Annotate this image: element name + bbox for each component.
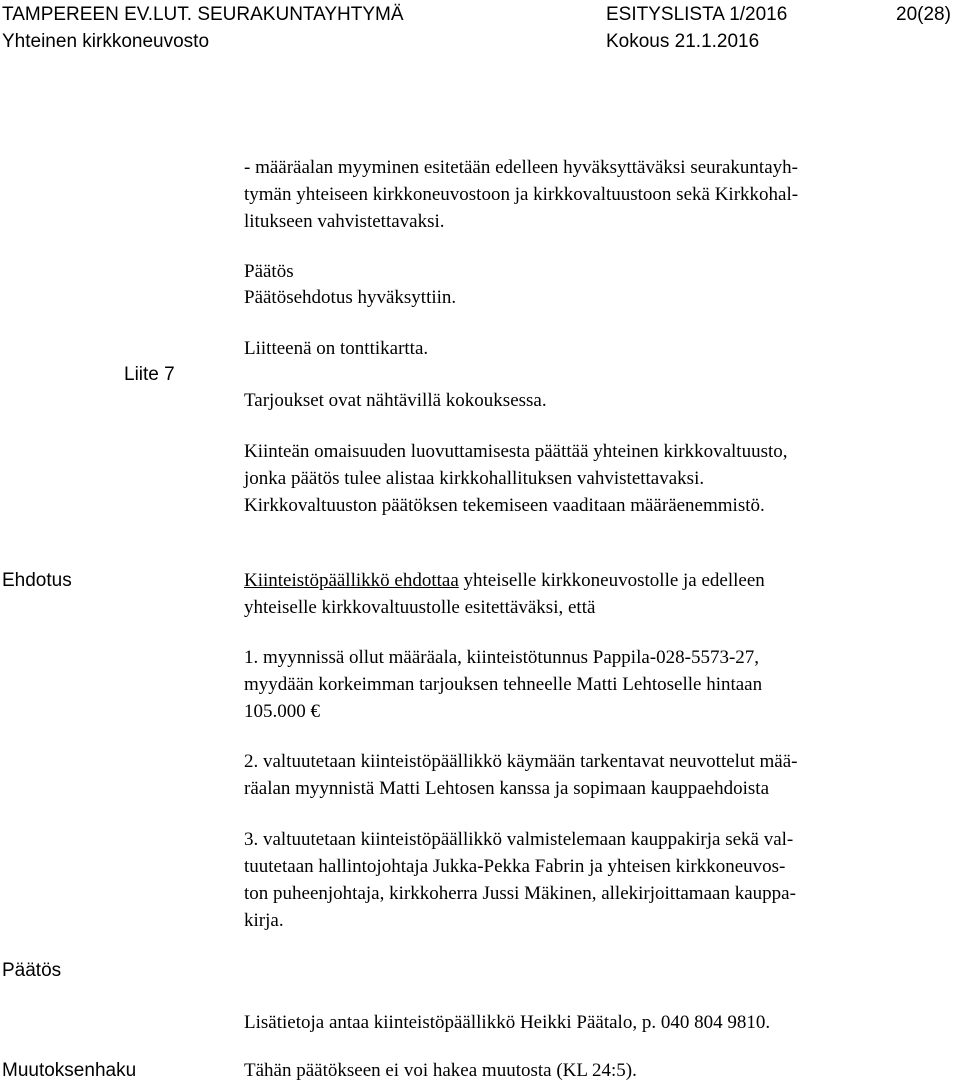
appendix-line-1: Liitteenä on tonttikartta. xyxy=(244,338,429,359)
appendix-line-2: Tarjoukset ovat nähtävillä kokouksessa. xyxy=(244,390,547,411)
appendix-label: Liite 7 xyxy=(124,364,175,385)
proposal-line-1 xyxy=(244,570,765,592)
meeting-date: Kokous 21.1.2016 xyxy=(606,31,760,52)
prior-decision-heading: Päätös xyxy=(244,261,294,282)
appeal-text: Tähän päätökseen ei voi hakea muutosta (KL 24:5). xyxy=(244,1060,637,1081)
item1-line-1: 1. myynnissä ollut määräala, kiinteistötunnus Pappila-028-5573-27, xyxy=(244,647,760,668)
proposal-label: Ehdotus xyxy=(2,570,72,591)
item3-line-3: ton puheenjohtaja, kirkkoherra Jussi Mäkinen, allekirjoittamaan kauppa- xyxy=(244,883,796,904)
agenda-number: ESITYSLISTA 1/2016 xyxy=(606,4,788,25)
item2-line-1: 2. valtuutetaan kiinteistöpäällikkö käymään tarkentavat neuvottelut mää- xyxy=(244,751,798,772)
info-line-2: jonka päätös tulee alistaa kirkkohallituksen vahvistettavaksi. xyxy=(244,468,705,489)
info-line-3: Kirkkovaltuuston päätöksen tekemiseen vaaditaan määräenemmistö. xyxy=(244,495,765,516)
decision-label: Päätös xyxy=(2,960,62,981)
item3-line-1: 3. valtuutetaan kiinteistöpäällikkö valmistelemaan kauppakirja sekä val- xyxy=(244,829,794,850)
info-line-1: Kiinteän omaisuuden luovuttamisesta päättää yhteinen kirkkovaltuusto, xyxy=(244,441,788,462)
item3-line-4: kirja. xyxy=(244,910,284,931)
item1-line-2: myydään korkeimman tarjouksen tehneelle Matti Lehtoselle hintaan xyxy=(244,674,763,695)
item1-line-3: 105.000 € xyxy=(244,701,320,722)
page-number: 20(28) xyxy=(896,4,951,25)
organization-title: TAMPEREEN EV.LUT. SEURAKUNTAYHTYMÄ xyxy=(2,4,404,25)
further-info: Lisätietoja antaa kiinteistöpäällikkö Heikki Päätalo, p. 040 804 9810. xyxy=(244,1012,771,1033)
prior-decision-text: Päätösehdotus hyväksyttiin. xyxy=(244,287,457,308)
item3-line-2: tuutetaan hallintojohtaja Jukka-Pekka Fabrin ja yhteisen kirkkoneuvos- xyxy=(244,856,786,877)
intro-line-1: - määräalan myyminen esitetään edelleen hyväksyttäväksi seurakuntayh- xyxy=(244,157,798,178)
appeal-label: Muutoksenhaku xyxy=(2,1060,137,1081)
intro-line-3: litukseen vahvistettavaksi. xyxy=(244,211,445,232)
intro-line-2: tymän yhteiseen kirkkoneuvostoon ja kirkkovaltuustoon sekä Kirkkohal- xyxy=(244,184,799,205)
proposal-line-2: yhteiselle kirkkovaltuustolle esitettäväksi, että xyxy=(244,597,596,618)
proposal-line-1-rest: yhteiselle kirkkoneuvostolle ja edelleen xyxy=(458,570,765,591)
proposer-text: Kiinteistöpäällikkö ehdottaa xyxy=(244,570,459,591)
body-name: Yhteinen kirkkoneuvosto xyxy=(2,31,210,52)
item2-line-2: räalan myynnistä Matti Lehtosen kanssa ja sopimaan kauppaehdoista xyxy=(244,778,769,799)
